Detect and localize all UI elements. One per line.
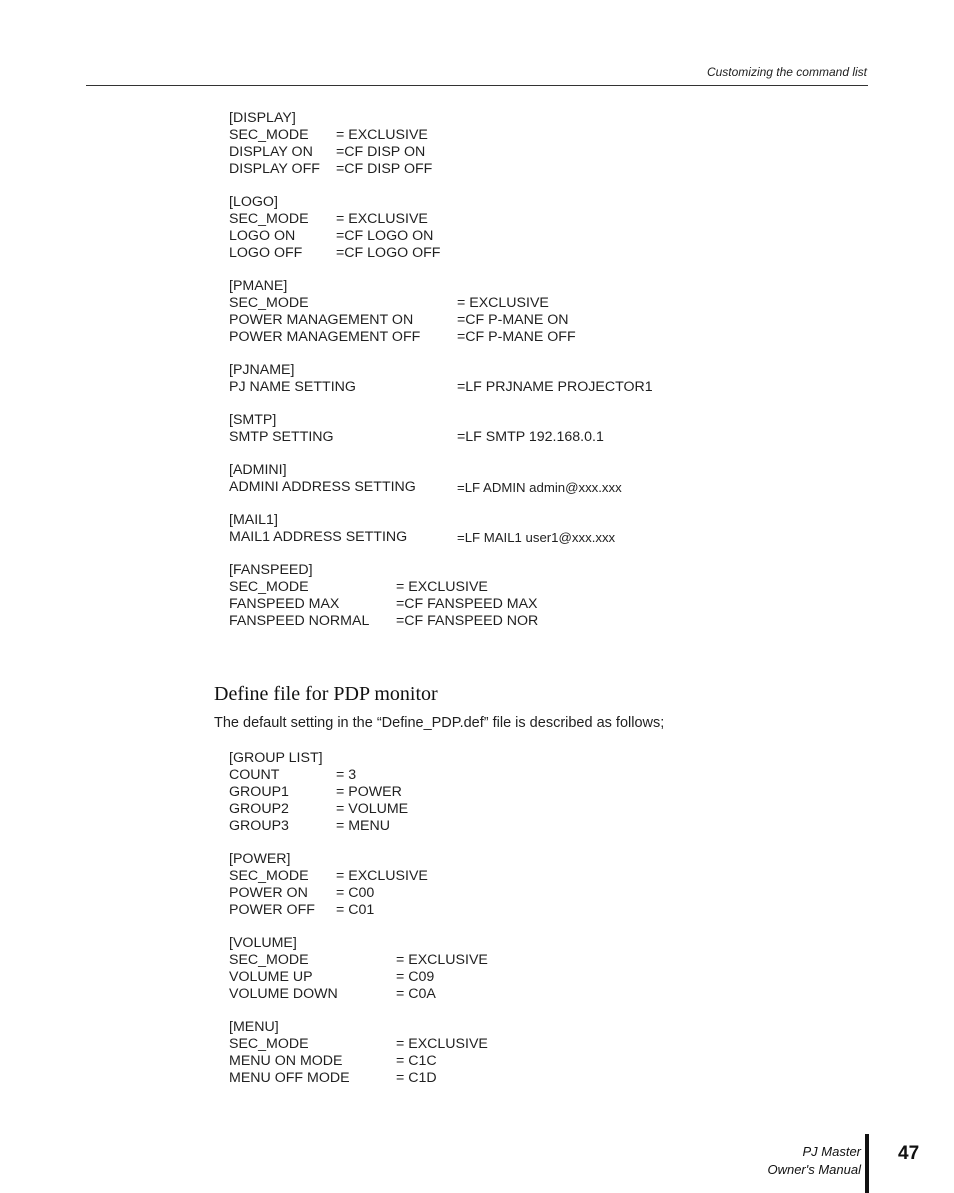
config-value: =CF LOGO ON [336, 228, 434, 244]
config-key: [POWER] [229, 851, 291, 867]
config-key: COUNT [229, 767, 280, 783]
config-value: =CF P-MANE OFF [457, 329, 576, 345]
config-key: SEC_MODE [229, 1036, 309, 1052]
config-key: GROUP2 [229, 801, 289, 817]
config-key: SEC_MODE [229, 127, 309, 143]
config-value: = EXCLUSIVE [396, 579, 488, 595]
config-key: [LOGO] [229, 194, 278, 210]
header-rule [86, 85, 868, 86]
config-key: [DISPLAY] [229, 110, 296, 126]
config-value: =CF FANSPEED NOR [396, 613, 539, 629]
config-value: =LF PRJNAME PROJECTOR1 [457, 379, 653, 395]
config-value: =CF DISP ON [336, 144, 426, 160]
config-key: SMTP SETTING [229, 429, 334, 445]
config-value: = C00 [336, 885, 375, 901]
section-description: The default setting in the “Define_PDP.def” file is described as follows; [214, 715, 665, 731]
config-value: = EXCLUSIVE [396, 952, 488, 968]
config-key: [FANSPEED] [229, 562, 313, 578]
config-key: SEC_MODE [229, 295, 309, 311]
config-value: = 3 [336, 767, 357, 783]
footer-manual: Owner's Manual [767, 1162, 861, 1177]
config-value: =CF LOGO OFF [336, 245, 441, 261]
config-value: = C1D [396, 1070, 437, 1086]
header-section-title: Customizing the command list [706, 65, 867, 79]
config-key: ADMINI ADDRESS SETTING [229, 479, 416, 495]
config-value: = C0A [396, 986, 436, 1002]
config-key: SEC_MODE [229, 952, 309, 968]
config-key: SEC_MODE [229, 868, 309, 884]
config-key: [ADMINI] [229, 462, 287, 478]
config-key: MENU ON MODE [229, 1053, 343, 1069]
config-key: [VOLUME] [229, 935, 297, 951]
config-key: MAIL1 ADDRESS SETTING [229, 529, 408, 545]
footer-product: PJ Master [802, 1144, 861, 1159]
config-value: = EXCLUSIVE [396, 1036, 488, 1052]
config-key: FANSPEED MAX [229, 596, 340, 612]
config-value: = EXCLUSIVE [336, 127, 428, 143]
config-key: POWER ON [229, 885, 308, 901]
config-key: VOLUME DOWN [229, 986, 338, 1002]
config-key: DISPLAY OFF [229, 161, 320, 177]
config-key: [PMANE] [229, 278, 288, 294]
config-key: LOGO OFF [229, 245, 303, 261]
config-key: FANSPEED NORMAL [229, 613, 370, 629]
config-key: [PJNAME] [229, 362, 295, 378]
config-value: = EXCLUSIVE [457, 295, 549, 311]
config-key: [MENU] [229, 1019, 279, 1035]
config-key: VOLUME UP [229, 969, 313, 985]
config-value: =LF ADMIN admin@xxx.xxx [457, 480, 622, 495]
config-value: = EXCLUSIVE [336, 211, 428, 227]
config-value: =CF DISP OFF [336, 161, 433, 177]
config-key: [GROUP LIST] [229, 750, 323, 766]
config-value: =CF FANSPEED MAX [396, 596, 538, 612]
config-key: DISPLAY ON [229, 144, 313, 160]
config-value: = VOLUME [336, 801, 409, 817]
config-key: POWER MANAGEMENT ON [229, 312, 414, 328]
section-heading: Define file for PDP monitor [214, 683, 438, 705]
config-key: [MAIL1] [229, 512, 278, 528]
config-value: =CF P-MANE ON [457, 312, 569, 328]
footer-bar [865, 1134, 869, 1193]
config-key: GROUP3 [229, 818, 289, 834]
config-key: [SMTP] [229, 412, 277, 428]
config-key: GROUP1 [229, 784, 289, 800]
config-value: = MENU [336, 818, 390, 834]
config-value: =LF SMTP 192.168.0.1 [457, 429, 604, 445]
config-value: =LF MAIL1 user1@xxx.xxx [457, 530, 616, 545]
config-key: POWER OFF [229, 902, 315, 918]
page-number: 47 [898, 1143, 920, 1164]
config-key: POWER MANAGEMENT OFF [229, 329, 421, 345]
config-key: PJ NAME SETTING [229, 379, 356, 395]
config-key: SEC_MODE [229, 211, 309, 227]
config-value: = C1C [396, 1053, 437, 1069]
config-value: = POWER [336, 784, 402, 800]
config-value: = EXCLUSIVE [336, 868, 428, 884]
footer-manual-title [767, 1143, 861, 1179]
config-key: LOGO ON [229, 228, 296, 244]
config-key: SEC_MODE [229, 579, 309, 595]
config-value: = C09 [396, 969, 435, 985]
config-value: = C01 [336, 902, 375, 918]
config-key: MENU OFF MODE [229, 1070, 350, 1086]
